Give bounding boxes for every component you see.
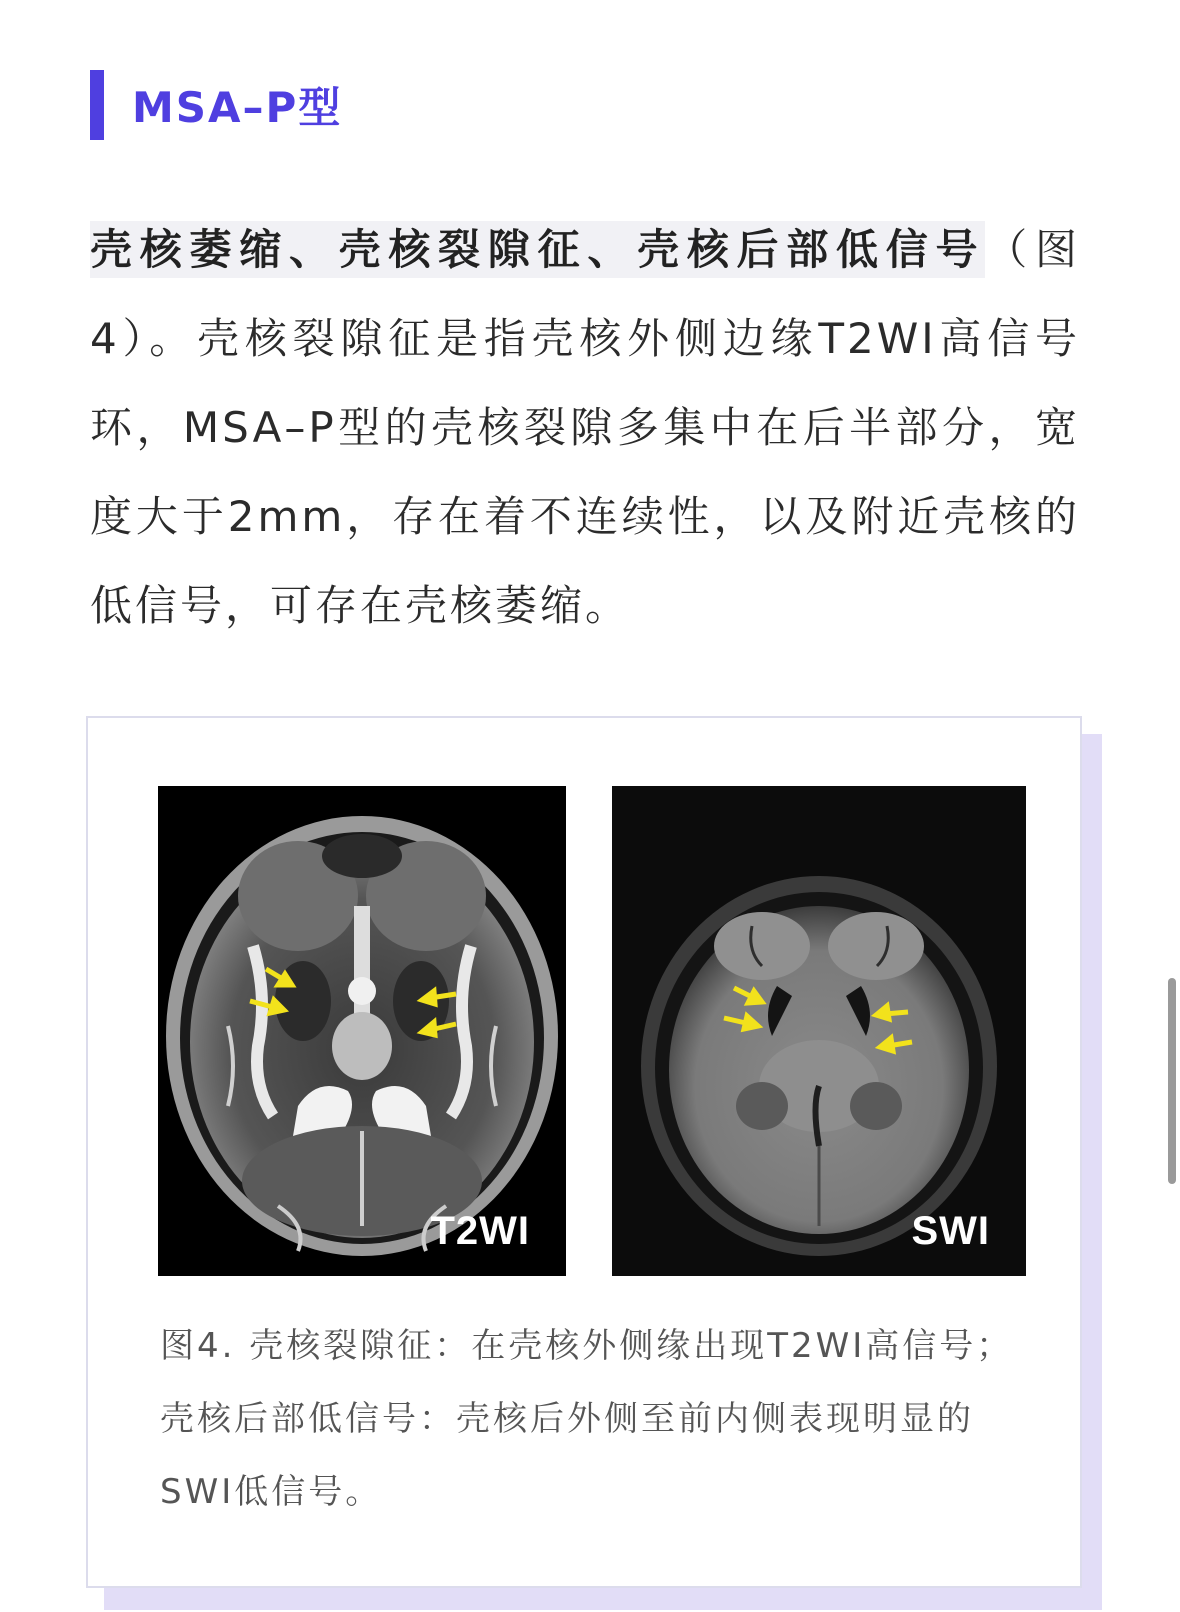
highlighted-phrase: 壳核萎缩、壳核裂隙征、壳核后部低信号 [90, 221, 985, 278]
paragraph-body: （图4）。壳核裂隙征是指壳核外侧边缘T2WI高信号环，MSA–P型的壳核裂隙多集中在后半部分，宽度大于2mm，存在着不连续性，以及附近壳核的低信号，可存在壳核萎缩。 [90, 225, 1080, 630]
heading-accent-bar [90, 70, 104, 140]
section-heading [90, 70, 342, 140]
panel-label-swi: SWI [911, 1209, 990, 1253]
mri-image-t2wi [158, 786, 566, 1276]
mri-swi-drawing [612, 786, 1026, 1276]
mri-t2wi-drawing [158, 786, 566, 1276]
figure-caption: 图4. 壳核裂隙征：在壳核外侧缘出现T2WI高信号；壳核后部低信号：壳核后外侧至前内侧表现明显的SWI低信号。 [160, 1326, 1014, 1512]
body-paragraph [90, 205, 1080, 650]
scrollbar-thumb[interactable] [1168, 978, 1176, 1184]
section-title: MSA–P型 [132, 83, 343, 132]
panel-label-t2wi: T2WI [430, 1209, 530, 1253]
mri-image-swi [612, 786, 1026, 1276]
